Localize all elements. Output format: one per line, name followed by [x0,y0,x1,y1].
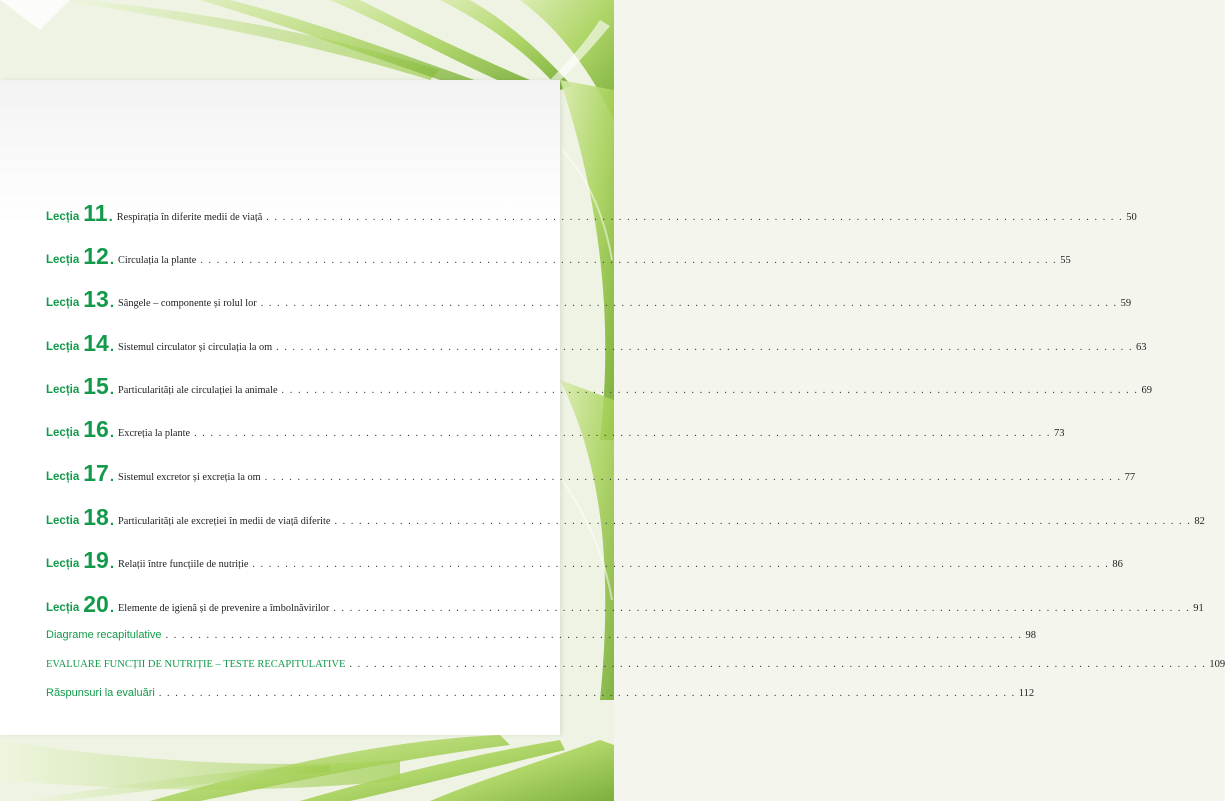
dot-leader: . . . . . . . . . . . . . . . . . . . . . . . . . . . . . . . . . . . . . . . . . . . . . . . . . . . . . . . . . . . . . . . . . . . . . . . . . . . . . . . . . . . . . . . . . . . . . . . . . . . . . . . . . [281,385,1139,396]
lesson-number-dot: . [109,294,115,311]
section-title: Răspunsuri la evaluări [46,687,155,699]
dot-leader: . . . . . . . . . . . . . . . . . . . . . . . . . . . . . . . . . . . . . . . . . . . . . . . . . . . . . . . . . . . . . . . . . . . . . . . . . . . . . . . . . . . . . . . . . . . . . . . . . . . . . . . . . [276,342,1134,353]
page-number: 112 [1018,688,1035,699]
toc-entry-diagrame[interactable] [46,626,1036,642]
dot-leader: . . . . . . . . . . . . . . . . . . . . . . . . . . . . . . . . . . . . . . . . . . . . . . . . . . . . . . . . . . . . . . . . . . . . . . . . . . . . . . . . . . . . . . . . . . . . . . . . . . . . . . . . . [165,630,1023,641]
dot-leader: . . . . . . . . . . . . . . . . . . . . . . . . . . . . . . . . . . . . . . . . . . . . . . . . . . . . . . . . . . . . . . . . . . . . . . . . . . . . . . . . . . . . . . . . . . . . . . . . . . . . . . . . . [158,688,1016,699]
lesson-title: Circulația la plante [118,255,197,266]
lesson-number-dot: . [109,512,115,529]
dot-leader: . . . . . . . . . . . . . . . . . . . . . . . . . . . . . . . . . . . . . . . . . . . . . . . . . . . . . . . . . . . . . . . . . . . . . . . . . . . . . . . . . . . . . . . . . . . . . . . . . . . . . . . . . [333,603,1191,614]
dot-leader: . . . . . . . . . . . . . . . . . . . . . . . . . . . . . . . . . . . . . . . . . . . . . . . . . . . . . . . . . . . . . . . . . . . . . . . . . . . . . . . . . . . . . . . . . . . . . . . . . . . . . . . . . [260,298,1118,309]
page-number: 50 [1126,212,1137,223]
lesson-title: Sistemul circulator și circulația la om [118,342,273,353]
lesson-number: 19 [83,547,109,573]
lesson-number: 12 [83,243,109,269]
page-number: 55 [1060,255,1071,266]
toc-entry-lesson-12[interactable] [46,241,1071,269]
lesson-number-dot: . [109,424,115,441]
lesson-number-dot: . [109,555,115,572]
lesson-title: Sângele – componente și rolul lor [118,298,257,309]
lesson-title: Respirația în diferite medii de viață [116,212,263,223]
dot-leader: . . . . . . . . . . . . . . . . . . . . . . . . . . . . . . . . . . . . . . . . . . . . . . . . . . . . . . . . . . . . . . . . . . . . . . . . . . . . . . . . . . . . . . . . . . . . . . . . . . . . . . . . . [349,659,1207,670]
lesson-title: Excreția la plante [118,428,191,439]
toc-entry-lesson-18[interactable] [46,502,1205,530]
lesson-number-dot: . [109,251,115,268]
section-title: Diagrame recapitulative [46,629,162,641]
toc-entry-lesson-14[interactable] [46,328,1147,356]
dot-leader: . . . . . . . . . . . . . . . . . . . . . . . . . . . . . . . . . . . . . . . . . . . . . . . . . . . . . . . . . . . . . . . . . . . . . . . . . . . . . . . . . . . . . . . . . . . . . . . . . . . . . . . . . [264,472,1122,483]
lesson-number: 18 [83,504,109,530]
lesson-word: Lectia [46,515,80,527]
toc-entry-lesson-16[interactable] [46,414,1065,442]
page-number: 77 [1124,472,1136,483]
lesson-number: 15 [83,373,109,399]
toc-entry-lesson-13[interactable] [46,284,1132,312]
lesson-word: Lecția [46,558,80,570]
lesson-number-dot: . [109,381,115,398]
page-number: 82 [1194,516,1205,527]
toc-entry-lesson-17[interactable] [46,458,1136,486]
lesson-number: 20 [83,591,109,617]
toc-entry-lesson-20[interactable] [46,589,1204,617]
lesson-number-dot: . [109,338,115,355]
toc-entry-raspunsuri[interactable] [46,684,1035,700]
lesson-word: Lecția [46,602,80,614]
lesson-number: 13 [83,286,109,312]
toc-entry-lesson-15[interactable] [46,371,1152,399]
lesson-number: 17 [83,460,109,486]
toc-entry-lesson-19[interactable] [46,545,1123,573]
toc-entry-evaluare[interactable] [46,655,1225,671]
lesson-number-dot: . [109,468,115,485]
lesson-number-dot: . [108,208,113,225]
page-number: 98 [1025,630,1036,641]
lesson-title: Elemente de igienă și de prevenire a îmbolnăvirilor [118,603,330,614]
page-number: 63 [1136,342,1147,353]
toc-entry-lesson-11[interactable] [46,198,1137,226]
lesson-number-dot: . [109,599,115,616]
page-number: 73 [1053,428,1065,439]
lesson-word: Lecția [46,211,80,223]
lesson-word: Lecția [46,427,80,439]
page-number: 109 [1209,659,1225,670]
lesson-title: Sistemul excretor și excreția la om [118,472,261,483]
dot-leader: . . . . . . . . . . . . . . . . . . . . . . . . . . . . . . . . . . . . . . . . . . . . . . . . . . . . . . . . . . . . . . . . . . . . . . . . . . . . . . . . . . . . . . . . . . . . . . . . . . . . . . . . . [266,212,1124,223]
lesson-number: 11 [83,200,108,226]
lesson-word: Lecția [46,384,80,396]
dot-leader: . . . . . . . . . . . . . . . . . . . . . . . . . . . . . . . . . . . . . . . . . . . . . . . . . . . . . . . . . . . . . . . . . . . . . . . . . . . . . . . . . . . . . . . . . . . . . . . . . . . . . . . . . [200,255,1058,266]
lesson-number: 14 [83,330,109,356]
dot-leader: . . . . . . . . . . . . . . . . . . . . . . . . . . . . . . . . . . . . . . . . . . . . . . . . . . . . . . . . . . . . . . . . . . . . . . . . . . . . . . . . . . . . . . . . . . . . . . . . . . . . . . . . . [194,428,1051,439]
page-number: 86 [1112,559,1123,570]
dot-leader: . . . . . . . . . . . . . . . . . . . . . . . . . . . . . . . . . . . . . . . . . . . . . . . . . . . . . . . . . . . . . . . . . . . . . . . . . . . . . . . . . . . . . . . . . . . . . . . . . . . . . . . . . [334,516,1192,527]
lesson-word: Lecția [46,471,80,483]
lesson-title: Relații între funcțiile de nutriție [118,559,249,570]
page-number: 91 [1193,603,1204,614]
page-number: 59 [1120,298,1132,309]
lesson-title: Particularități ale circulației la animale [118,385,278,396]
lesson-word: Lecția [46,341,80,353]
lesson-number: 16 [83,416,109,442]
dot-leader: . . . . . . . . . . . . . . . . . . . . . . . . . . . . . . . . . . . . . . . . . . . . . . . . . . . . . . . . . . . . . . . . . . . . . . . . . . . . . . . . . . . . . . . . . . . . . . . . . . . . . . . . . [252,559,1110,570]
lesson-word: Lecția [46,297,80,309]
page-number: 69 [1141,385,1152,396]
section-title: EVALUARE FUNCȚII DE NUTRIȚIE – TESTE RECAPITULATIVE [46,659,346,670]
lesson-title: Particularități ale excreției în medii de viață diferite [118,516,331,527]
lesson-word: Lecția [46,254,80,266]
